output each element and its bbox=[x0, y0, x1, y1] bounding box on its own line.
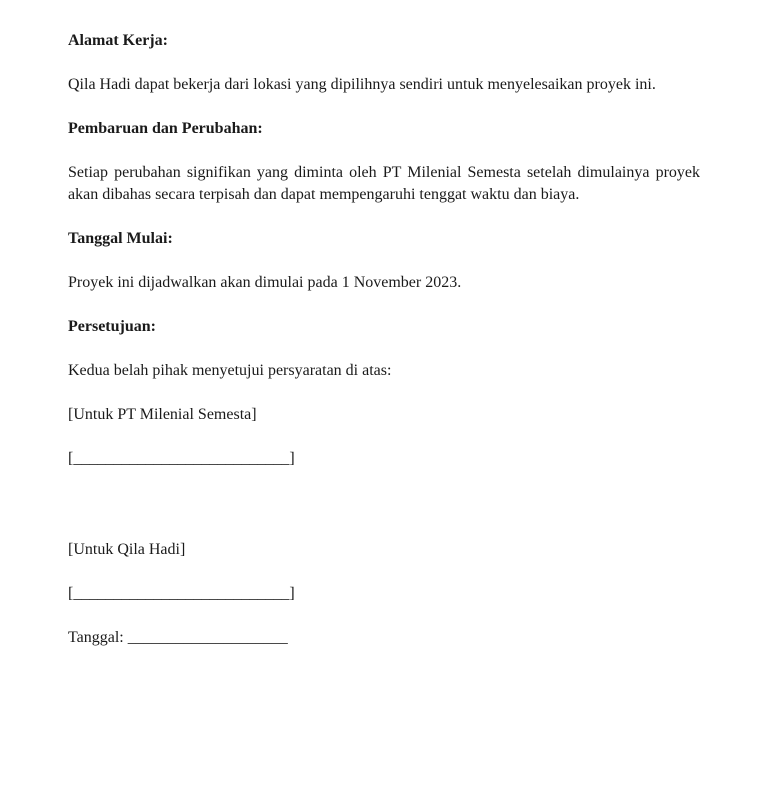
freelancer-signature-label: [Untuk Qila Hadi] bbox=[68, 541, 186, 558]
heading-approval: Persetujuan: bbox=[68, 318, 156, 335]
paragraph-start-date: Proyek ini dijadwalkan akan dimulai pada 1 November 2023. bbox=[68, 274, 462, 291]
heading-updates-changes: Pembaruan dan Perubahan: bbox=[68, 120, 263, 137]
company-signature-label: [Untuk PT Milenial Semesta] bbox=[68, 406, 257, 423]
paragraph-updates-changes: Setiap perubahan signifikan yang diminta oleh PT Milenial Semesta setelah dimulainya proyek akan dibahas secara terpisah dan dapat mempengaruhi tenggat waktu dan biaya. bbox=[68, 164, 700, 203]
heading-start-date: Tanggal Mulai: bbox=[68, 230, 173, 247]
heading-work-address: Alamat Kerja: bbox=[68, 32, 168, 49]
paragraph-approval-intro: Kedua belah pihak menyetujui persyaratan di atas: bbox=[68, 362, 392, 379]
paragraph-work-address: Qila Hadi dapat bekerja dari lokasi yang dipilihnya sendiri untuk menyelesaikan proyek ini. bbox=[68, 76, 656, 93]
freelancer-signature-line: [___________________________] bbox=[68, 585, 295, 602]
company-signature-line: [___________________________] bbox=[68, 450, 295, 467]
date-signature-line: Tanggal: ____________________ bbox=[68, 629, 288, 646]
